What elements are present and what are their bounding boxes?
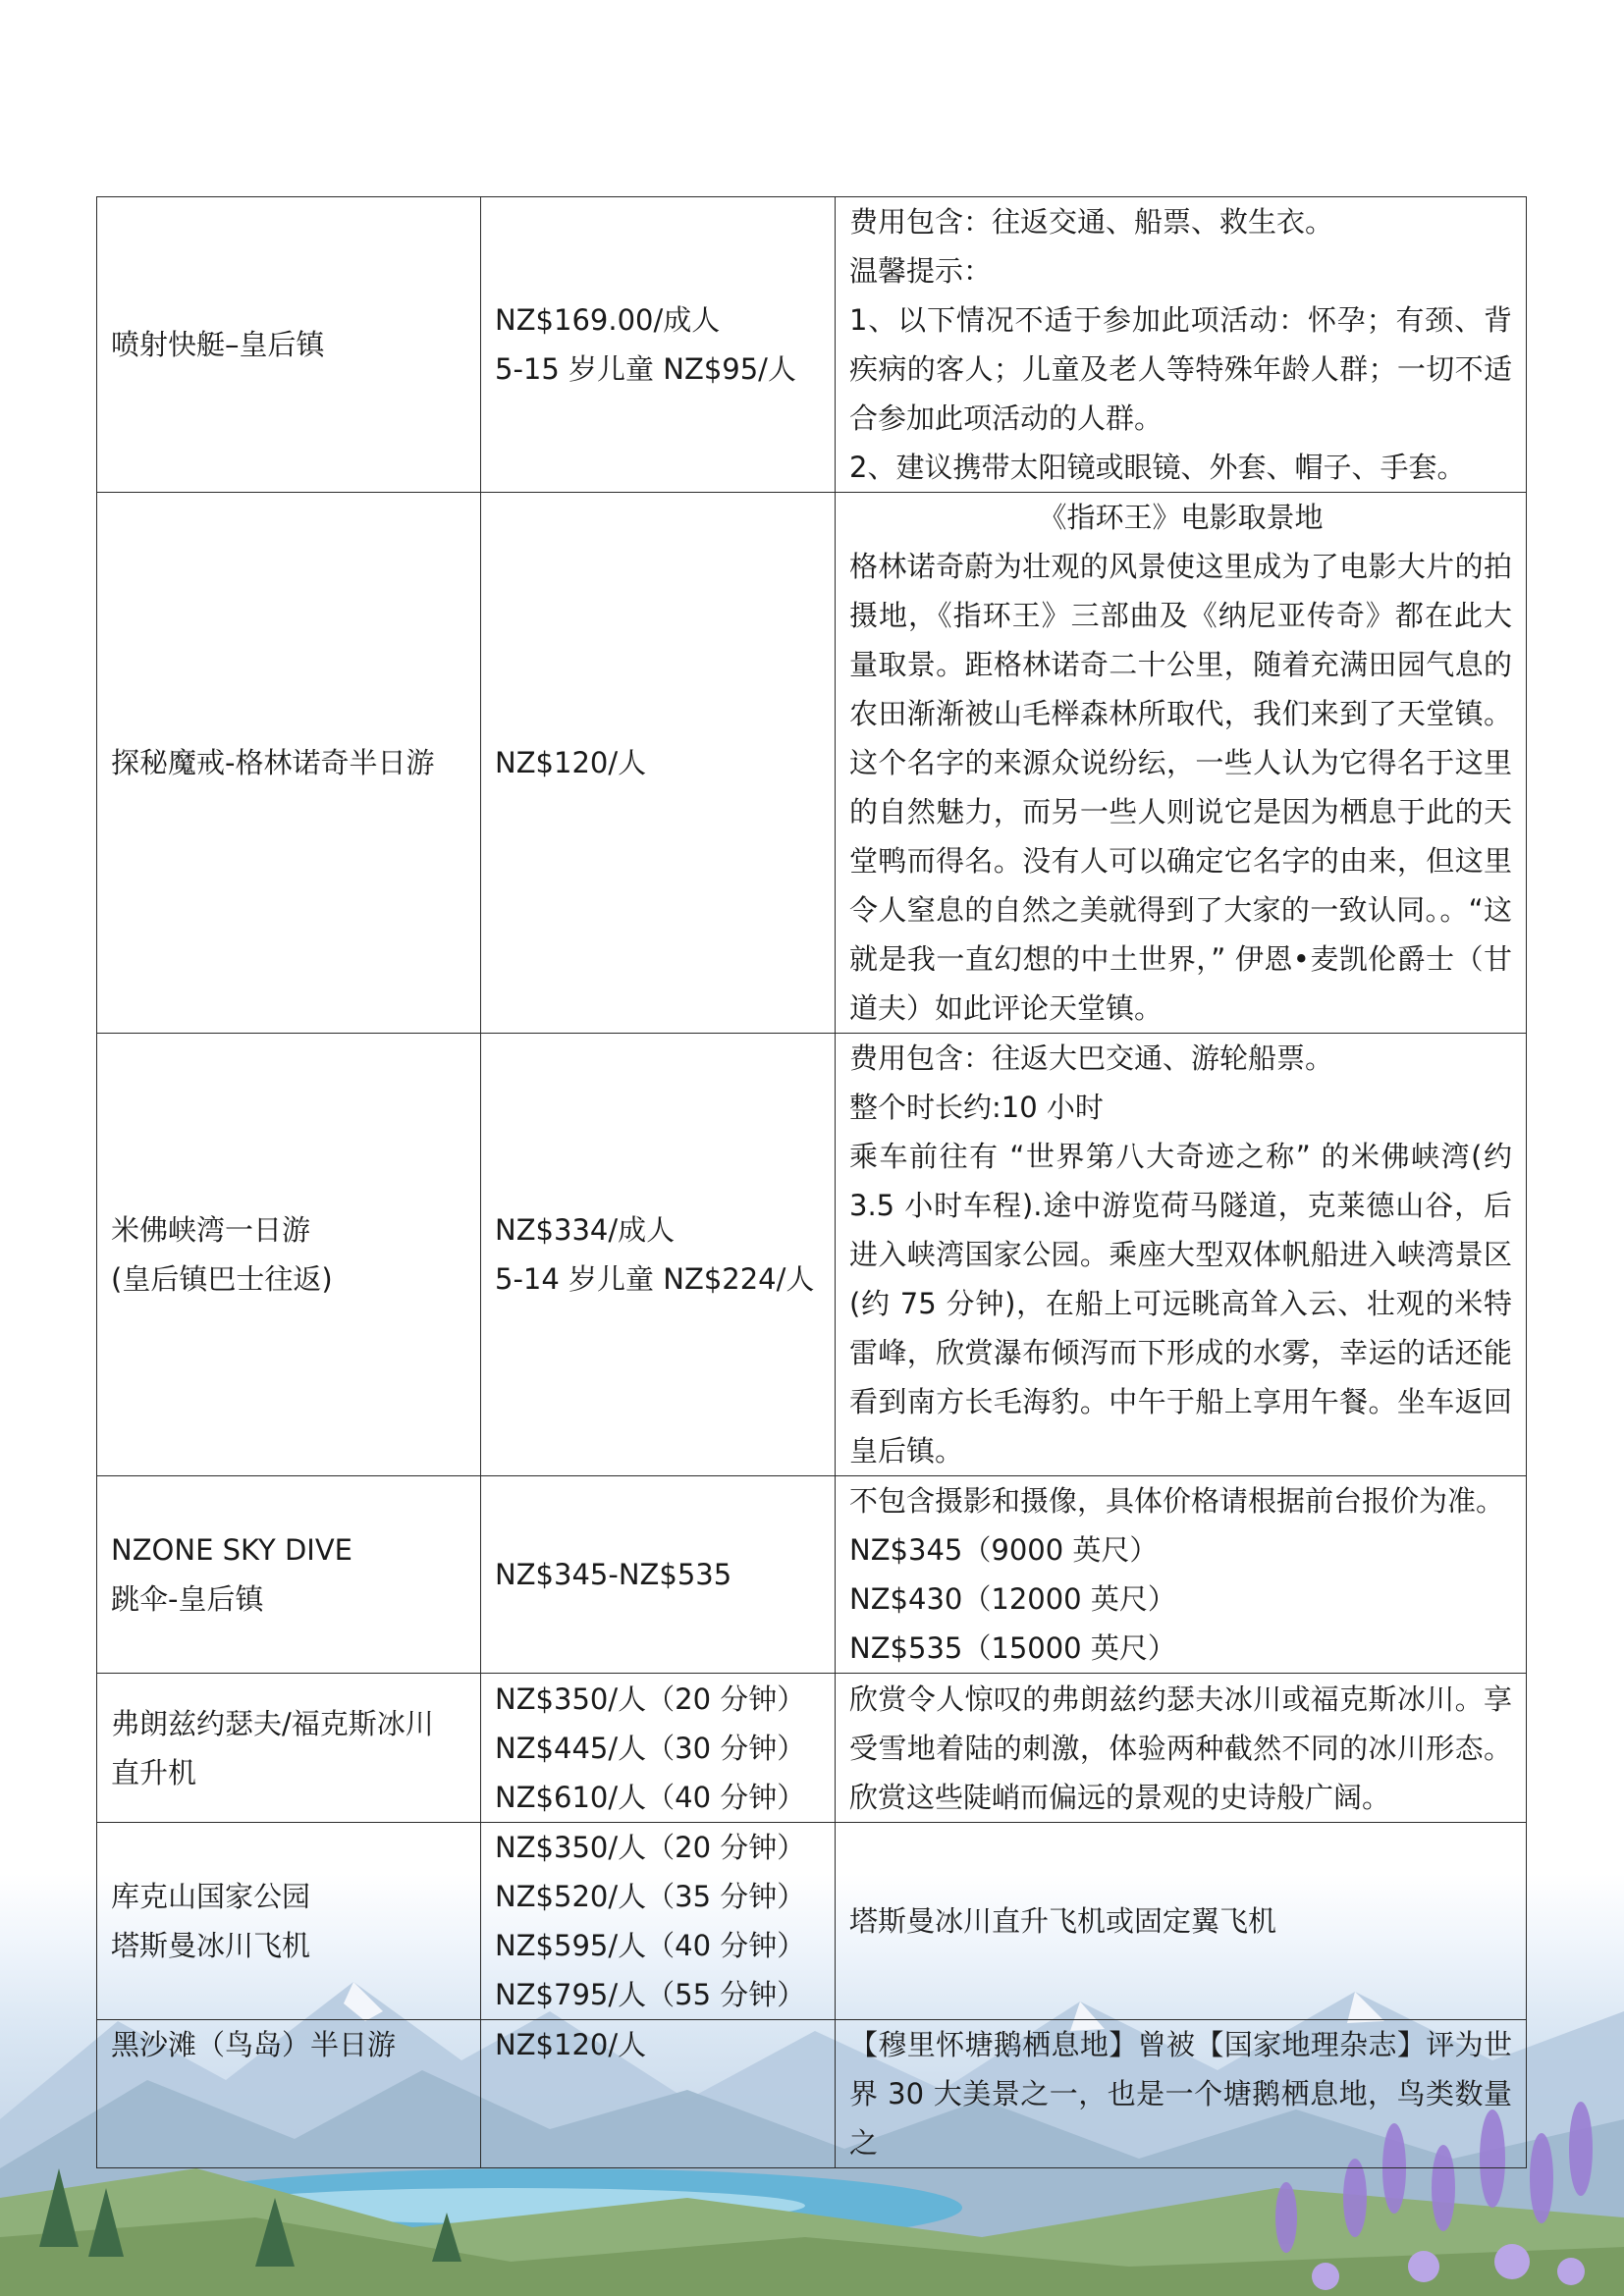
tour-desc-cell	[836, 1034, 1527, 1476]
tour-desc: 费用包含：往返交通、船票、救生衣。	[849, 205, 1334, 239]
tour-desc: 费用包含：往返大巴交通、游轮船票。	[849, 1041, 1334, 1075]
table-row	[97, 197, 1527, 493]
tour-name: 黑沙滩（鸟岛）半日游	[111, 2028, 397, 2061]
tour-desc: NZ$430（12000 英尺）	[849, 1582, 1176, 1616]
tour-price-cell	[481, 1674, 836, 1823]
tour-name: 库克山国家公园	[111, 1880, 311, 1913]
tour-price-cell	[481, 1823, 836, 2020]
tour-desc-cell	[836, 1823, 1527, 2020]
tour-name-cell	[97, 197, 481, 493]
tour-desc: 1、以下情况不适于参加此项活动：怀孕；有颈、背疾病的客人；儿童及老人等特殊年龄人群；一切不适合参加此项活动的人群。	[849, 303, 1512, 435]
tour-price: NZ$445/人（30 分钟）	[495, 1731, 806, 1765]
tour-price: 5-15 岁儿童 NZ$95/人	[495, 352, 796, 386]
tour-price-table	[96, 196, 1527, 2168]
tour-price: 5-14 岁儿童 NZ$224/人	[495, 1262, 815, 1296]
tour-desc-cell	[836, 493, 1527, 1034]
tour-desc: 格林诺奇蔚为壮观的风景使这里成为了电影大片的拍摄地，《指环王》三部曲及《纳尼亚传奇》都在此大量取景。距格林诺奇二十公里，随着充满田园气息的农田渐渐被山毛榉森林所取代，我们来到了天堂镇。这个名字的来源众说纷纭，一些人认为它得名于这里的自然魅力，而另一些人则说它是因为栖息于此的天堂鸭而得名。没有人可以确定它名字的由来，但这里令人窒息的自然之美就得到了大家的一致认同。。“这就是我一直幻想的中土世界，” 伊恩•麦凯伦爵士（甘道夫）如此评论天堂镇。	[849, 550, 1512, 1025]
tour-desc: 【穆里怀塘鹅栖息地】曾被【国家地理杂志】评为世界 30 大美景之一，也是一个塘鹅栖息地，鸟类数量之	[849, 2028, 1512, 2160]
tour-desc-cell	[836, 197, 1527, 493]
tour-price-cell	[481, 1476, 836, 1674]
tour-desc-cell	[836, 2020, 1527, 2168]
tour-desc: 欣赏令人惊叹的弗朗兹约瑟夫冰川或福克斯冰川。享受雪地着陆的刺激，体验两种截然不同的冰川形态。欣赏这些陡峭而偏远的景观的史诗般广阔。	[849, 1682, 1512, 1814]
tour-name: (皇后镇巴士往返)	[111, 1262, 333, 1296]
tour-desc: 整个时长约:10 小时	[849, 1091, 1104, 1124]
tour-name: 弗朗兹约瑟夫/福克斯冰川	[111, 1706, 434, 1740]
tour-desc: NZ$535（15000 英尺）	[849, 1631, 1176, 1665]
tour-price-cell	[481, 2020, 836, 2168]
tour-price: NZ$610/人（40 分钟）	[495, 1780, 806, 1814]
tour-desc: 塔斯曼冰川直升飞机或固定翼飞机	[849, 1904, 1277, 1938]
tour-price: NZ$345-NZ$535	[495, 1558, 732, 1591]
tour-price: NZ$520/人（35 分钟）	[495, 1880, 806, 1913]
tour-price-cell	[481, 1034, 836, 1476]
tour-name-cell	[97, 1476, 481, 1674]
tour-desc: 2、建议携带太阳镜或眼镜、外套、帽子、手套。	[849, 451, 1466, 484]
tour-price: NZ$120/人	[495, 746, 647, 779]
tour-name-cell	[97, 1034, 481, 1476]
tour-desc-cell	[836, 1476, 1527, 1674]
tour-name: 喷射快艇–皇后镇	[111, 328, 325, 361]
tour-price: NZ$350/人（20 分钟）	[495, 1831, 806, 1864]
tour-price: NZ$595/人（40 分钟）	[495, 1929, 806, 1962]
tour-desc: 温馨提示：	[849, 254, 993, 288]
table-row	[97, 1034, 1527, 1476]
tour-price: NZ$795/人（55 分钟）	[495, 1978, 806, 2011]
tour-desc-title: 《指环王》电影取景地	[1038, 501, 1324, 534]
tour-price: NZ$120/人	[495, 2028, 647, 2061]
tour-desc: 乘车前往有 “世界第八大奇迹之称” 的米佛峡湾(约 3.5 小时车程).途中游览荷马隧道，克莱德山谷，后进入峡湾国家公园。乘座大型双体帆船进入峡湾景区(约 75 分钟)，在船上可远眺高耸入云、壮观的米特雷峰，欣赏瀑布倾泻而下形成的水雾，幸运的话还能看到南方长毛海豹。中午于船上享用午餐。坐车返回皇后镇。	[849, 1140, 1512, 1468]
tour-price-cell	[481, 493, 836, 1034]
tour-price: NZ$350/人（20 分钟）	[495, 1682, 806, 1716]
tour-name: 跳伞-皇后镇	[111, 1582, 264, 1616]
tour-desc-cell	[836, 1674, 1527, 1823]
tour-price-cell	[481, 197, 836, 493]
tour-name: 米佛峡湾一日游	[111, 1213, 311, 1247]
tour-price: NZ$334/成人	[495, 1213, 676, 1247]
table-row	[97, 493, 1527, 1034]
tour-desc: NZ$345（9000 英尺）	[849, 1533, 1159, 1567]
tour-name: 直升机	[111, 1755, 197, 1789]
tour-name: 探秘魔戒-格林诺奇半日游	[111, 746, 435, 779]
table-row	[97, 2020, 1527, 2168]
tour-price: NZ$169.00/成人	[495, 303, 721, 337]
tour-name-cell	[97, 1823, 481, 2020]
tour-name: 塔斯曼冰川飞机	[111, 1929, 311, 1962]
tour-name: NZONE SKY DIVE	[111, 1533, 352, 1567]
tour-name-cell	[97, 2020, 481, 2168]
tour-name-cell	[97, 1674, 481, 1823]
tour-name-cell	[97, 493, 481, 1034]
table-row	[97, 1823, 1527, 2020]
table-row	[97, 1674, 1527, 1823]
table-row	[97, 1476, 1527, 1674]
tour-desc: 不包含摄影和摄像，具体价格请根据前台报价为准。	[849, 1484, 1505, 1518]
